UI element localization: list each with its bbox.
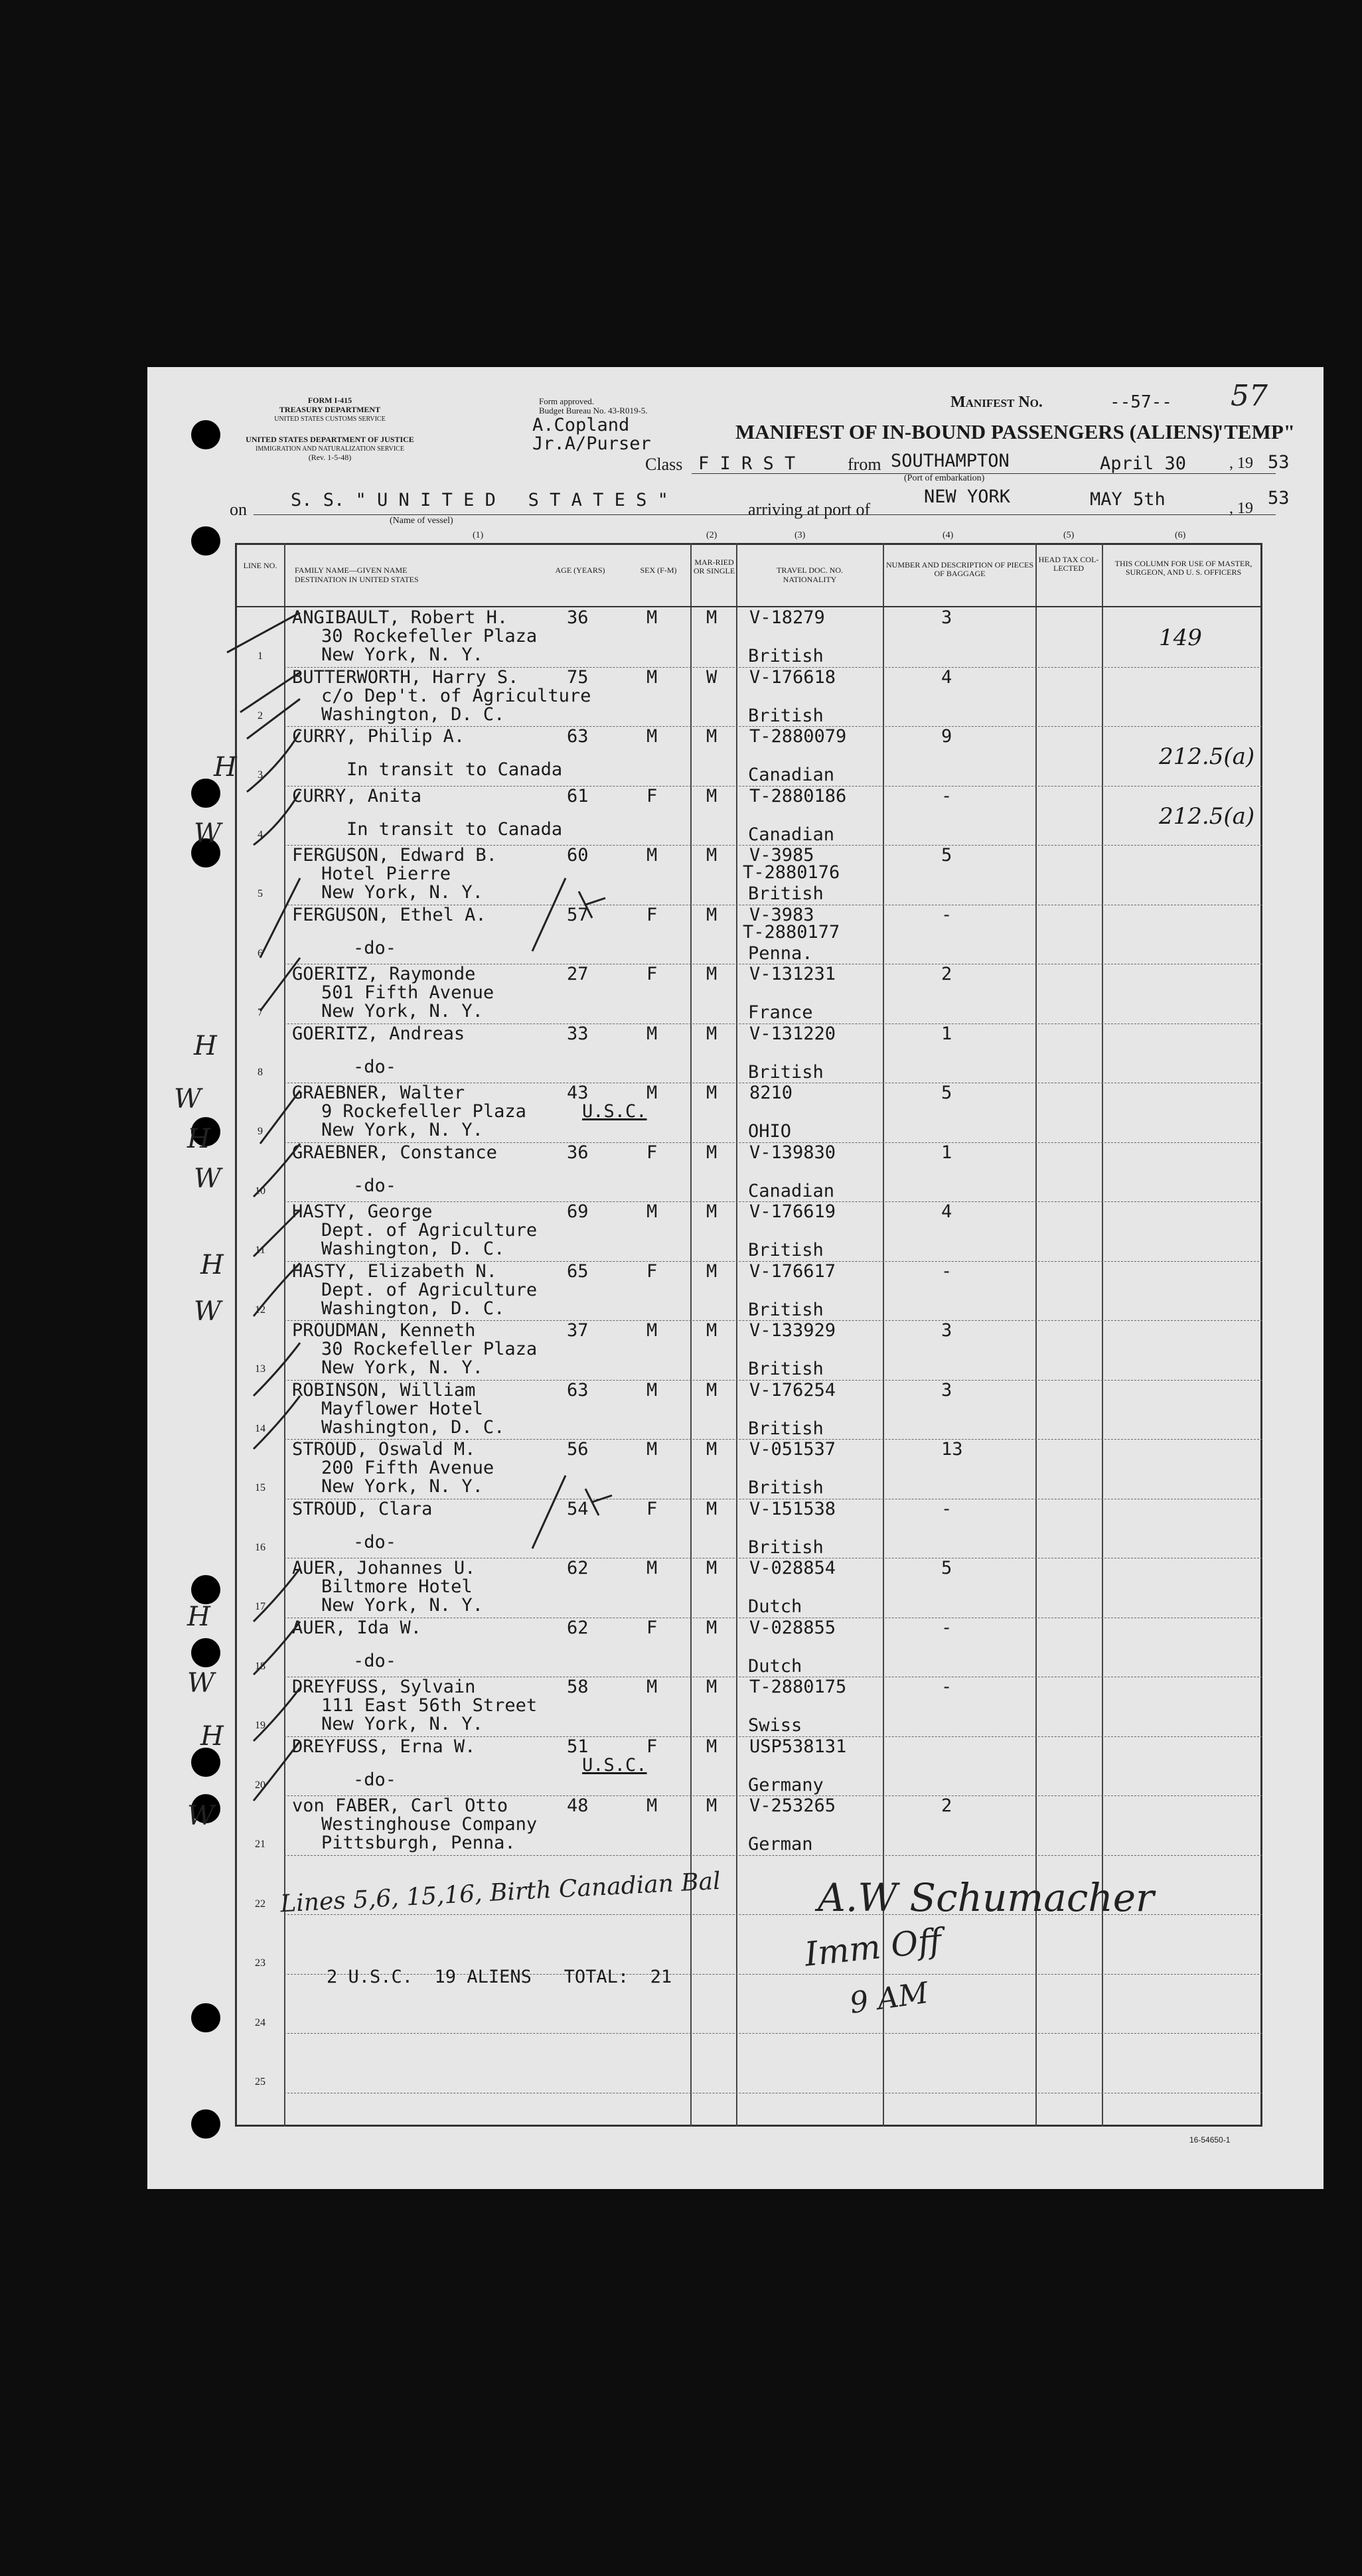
col-header-line: LINE NO.	[243, 561, 277, 570]
passenger-name: GRAEBNER, Constance	[292, 1142, 497, 1163]
arriving-label: arriving at port of	[748, 500, 871, 519]
passenger-name: GOERITZ, Raymonde	[292, 964, 476, 984]
nationality: British	[748, 1240, 824, 1260]
marital-status: M	[706, 1617, 718, 1638]
nationality: Swiss	[748, 1715, 802, 1736]
marital-status: M	[706, 1439, 718, 1460]
sex: M	[646, 726, 658, 747]
baggage: -	[941, 1617, 952, 1638]
col-num-3: (3)	[794, 530, 806, 540]
row-rule	[284, 2033, 1262, 2034]
col-num-1: (1)	[473, 530, 484, 540]
passenger-name: ROBINSON, William	[292, 1379, 476, 1401]
from-port: SOUTHAMPTON	[891, 451, 1010, 471]
line-number: 2	[258, 710, 263, 721]
marital-status: M	[706, 1260, 718, 1282]
from-date: April 30	[1100, 453, 1187, 474]
margin-mark: W	[194, 1296, 222, 1327]
line-number: 18	[255, 1660, 265, 1672]
travel-doc-alt: T-2880177	[743, 921, 840, 943]
baggage: -	[941, 1498, 952, 1519]
nationality: British	[748, 1537, 824, 1558]
margin-mark: W	[174, 1084, 202, 1114]
year-value: 53	[1268, 452, 1290, 473]
age: 62	[567, 1617, 589, 1638]
passenger-name: PROUDMAN, Kenneth	[292, 1320, 476, 1341]
class-underline	[692, 473, 1276, 474]
line-number: 4	[258, 828, 263, 840]
destination-line: New York, N. Y.	[321, 1476, 483, 1497]
travel-doc: V-028855	[749, 1617, 836, 1638]
margin-mark: H	[194, 1031, 217, 1061]
totals-line: 2 U.S.C. 19 ALIENS TOTAL: 21	[327, 1967, 672, 1987]
sex: M	[646, 666, 658, 688]
line-number: 23	[255, 1957, 265, 1969]
destination-line: Washington, D. C.	[321, 1239, 505, 1259]
marital-status: M	[706, 845, 718, 866]
travel-doc: V-028854	[749, 1558, 836, 1578]
age: 60	[567, 845, 589, 866]
form-approved: Form approved.	[539, 396, 595, 406]
nationality: British	[748, 1061, 824, 1083]
marital-status: M	[706, 607, 718, 628]
baggage: 4	[941, 1201, 952, 1222]
page-title: MANIFEST OF IN-BOUND PASSENGERS (ALIENS)	[735, 420, 1220, 443]
destination-line: Pittsburgh, Penna.	[321, 1833, 516, 1853]
age: 63	[567, 1379, 589, 1401]
marital-status: M	[706, 904, 718, 925]
officer-note: 212.5(a)	[1159, 802, 1255, 830]
destination-line: 30 Rockefeller Plaza	[321, 626, 538, 646]
nationality: British	[748, 1299, 824, 1320]
destination-line: New York, N. Y.	[321, 1714, 483, 1734]
destination-line: New York, N. Y.	[321, 1595, 483, 1616]
destination-line: -do-	[353, 1650, 397, 1671]
travel-doc: V-139830	[749, 1142, 836, 1163]
baggage: 13	[941, 1439, 963, 1460]
passenger-name: AUER, Johannes U.	[292, 1558, 476, 1578]
age: 48	[567, 1795, 589, 1816]
col-header-sex: SEX (F-M)	[640, 566, 677, 575]
sex: F	[646, 1498, 658, 1519]
sex: M	[646, 1023, 658, 1044]
signer-title: Jr.A/Purser	[532, 433, 651, 454]
sex: M	[646, 1083, 658, 1103]
travel-doc-alt: T-2880176	[743, 862, 840, 883]
nationality: British	[748, 1418, 824, 1439]
destination-line: Mayflower Hotel	[321, 1398, 483, 1419]
nationality: OHIO	[748, 1121, 792, 1142]
temp-label: "TEMP"	[1213, 420, 1295, 443]
col-num-4: (4)	[943, 530, 954, 540]
col-header-name: FAMILY NAME—GIVEN NAME	[295, 566, 408, 575]
destination-line: In transit to Canada	[346, 759, 563, 780]
passenger-name: FERGUSON, Ethel A.	[292, 904, 487, 925]
manifest-page	[147, 367, 1324, 2189]
marital-status: M	[706, 1379, 718, 1401]
line-number: 12	[255, 1304, 265, 1316]
nationality: German	[748, 1834, 813, 1855]
line-number: 21	[255, 1839, 265, 1850]
col-header-officers: THIS COLUMN FOR USE OF MASTER, SURGEON, AND U. S. OFFICERS	[1114, 559, 1252, 577]
age: 65	[567, 1260, 589, 1282]
destination-line: Dept. of Agriculture	[321, 1279, 538, 1300]
arrival-year: 53	[1268, 488, 1290, 508]
passenger-name: HASTY, George	[292, 1201, 433, 1222]
destination-line: -do-	[353, 1531, 397, 1553]
passenger-name: BUTTERWORTH, Harry S.	[292, 666, 519, 688]
sex: M	[646, 1320, 658, 1341]
footer-code: 16-54650-1	[1189, 2135, 1231, 2145]
line-number: 5	[258, 888, 263, 899]
line-number: 15	[255, 1482, 265, 1493]
marital-status: M	[706, 1201, 718, 1222]
col-header-doc: TRAVEL DOC. NO.	[776, 566, 843, 575]
baggage: 1	[941, 1142, 952, 1163]
nationality: Penna.	[748, 943, 813, 964]
sex: M	[646, 1201, 658, 1222]
marital-status: M	[706, 1142, 718, 1163]
baggage: 3	[941, 607, 952, 628]
destination-line: New York, N. Y.	[321, 1001, 483, 1022]
nationality: British	[748, 1359, 824, 1379]
justice-dept: UNITED STATES DEPARTMENT OF JUSTICE	[246, 435, 414, 444]
destination-line: Dept. of Agriculture	[321, 1220, 538, 1241]
col-header-age: AGE (YEARS)	[555, 566, 605, 575]
handwritten-lines-note: Lines 5,6, 15,16, Birth Canadian Bal	[279, 1867, 721, 1918]
baggage: 3	[941, 1379, 952, 1401]
destination-line: In transit to Canada	[346, 818, 563, 840]
nationality: France	[748, 1002, 813, 1023]
col-header-headtax: HEAD TAX COL-LECTED	[1038, 555, 1099, 573]
age: 56	[567, 1439, 589, 1460]
baggage: 5	[941, 845, 952, 866]
travel-doc: V-176254	[749, 1379, 836, 1401]
destination-line: New York, N. Y.	[321, 882, 483, 903]
punch-hole	[191, 2003, 220, 2032]
baggage: 3	[941, 1320, 952, 1341]
passenger-name: AUER, Ida W.	[292, 1617, 422, 1638]
destination-line: Washington, D. C.	[321, 704, 505, 725]
passenger-name: ANGIBAULT, Robert H.	[292, 607, 508, 628]
passenger-name: GOERITZ, Andreas	[292, 1023, 465, 1044]
col-num-2: (2)	[706, 530, 718, 540]
passenger-name: STROUD, Oswald M.	[292, 1439, 476, 1460]
sex: M	[646, 1439, 658, 1460]
line-number: 7	[258, 1007, 263, 1018]
destination-line: New York, N. Y.	[321, 1120, 483, 1140]
marital-status: M	[706, 964, 718, 984]
travel-doc: USP538131	[749, 1736, 847, 1757]
year-prefix: , 19	[1229, 455, 1253, 472]
nationality: British	[748, 705, 824, 726]
vessel-underline	[254, 514, 1276, 515]
destination-line: 111 East 56th Street	[321, 1695, 538, 1716]
margin-mark: H	[214, 752, 237, 783]
line-number: 10	[255, 1185, 265, 1197]
age: 57	[567, 904, 589, 925]
line-number: 11	[255, 1245, 265, 1256]
sex: M	[646, 607, 658, 628]
vessel-label: (Name of vessel)	[390, 516, 453, 526]
col-header-married: MAR-RIED OR SINGLE	[693, 558, 735, 575]
officer-note: 149	[1159, 625, 1202, 651]
col-header-baggage: NUMBER AND DESCRIPTION OF PIECES OF BAGGAGE	[885, 560, 1034, 578]
age: 27	[567, 964, 589, 984]
age: 62	[567, 1558, 589, 1578]
marital-status: M	[706, 1498, 718, 1519]
line-number: 24	[255, 2016, 265, 2028]
baggage: 9	[941, 726, 952, 747]
usc-mark: U.S.C.	[582, 1754, 647, 1776]
marital-status: M	[706, 726, 718, 747]
nationality: British	[748, 883, 824, 904]
baggage: 4	[941, 666, 952, 688]
sex: F	[646, 964, 658, 984]
nationality: Canadian	[748, 824, 835, 845]
margin-bracket-strokes	[214, 613, 366, 1874]
destination-line: 501 Fifth Avenue	[321, 982, 494, 1003]
manifest-number-handwritten: 57	[1231, 379, 1268, 413]
marital-status: M	[706, 1795, 718, 1816]
col-header-nationality: NATIONALITY	[783, 575, 837, 584]
passenger-name: CURRY, Philip A.	[292, 726, 465, 747]
age: 54	[567, 1498, 589, 1519]
passenger-name: GRAEBNER, Walter	[292, 1083, 465, 1103]
destination-line: Hotel Pierre	[321, 864, 451, 884]
destination-line: 30 Rockefeller Plaza	[321, 1339, 538, 1359]
sex: F	[646, 1736, 658, 1757]
margin-mark: W	[187, 1801, 215, 1831]
treasury-dept: TREASURY DEPARTMENT	[279, 405, 381, 414]
handwritten-time: 9 AM	[848, 1975, 931, 2021]
nationality: Canadian	[748, 765, 835, 785]
form-number: FORM I-415	[307, 396, 352, 405]
handwritten-signature: A.W Schumacher	[818, 1875, 1154, 1920]
nationality: Canadian	[748, 1180, 835, 1201]
destination-line: Westinghouse Company	[321, 1814, 538, 1835]
destination-line: 9 Rockefeller Plaza	[321, 1101, 526, 1122]
margin-mark: H	[187, 1602, 210, 1632]
line-number: 13	[255, 1363, 265, 1375]
class-value: F I R S T	[698, 453, 796, 474]
nationality: Dutch	[748, 1596, 802, 1617]
line-number: 1	[258, 650, 263, 662]
age: 37	[567, 1320, 589, 1341]
passenger-name: STROUD, Clara	[292, 1498, 433, 1519]
baggage: -	[941, 785, 952, 806]
travel-doc: T-2880186	[749, 785, 847, 806]
passenger-name: CURRY, Anita	[292, 785, 422, 806]
line-number: 3	[258, 769, 263, 781]
age: 61	[567, 785, 589, 806]
destination-line: -do-	[353, 1175, 397, 1196]
baggage: 5	[941, 1083, 952, 1103]
sex: M	[646, 845, 658, 866]
destination-line: New York, N. Y.	[321, 644, 483, 665]
passenger-name: DREYFUSS, Erna W.	[292, 1736, 476, 1757]
passenger-name: HASTY, Elizabeth N.	[292, 1260, 497, 1282]
usc-mark: U.S.C.	[582, 1101, 647, 1122]
baggage: 2	[941, 964, 952, 984]
age: 58	[567, 1677, 589, 1697]
col-divider	[736, 543, 737, 2127]
line-number: 20	[255, 1779, 265, 1791]
nationality: Dutch	[748, 1655, 802, 1677]
nationality: British	[748, 1477, 824, 1498]
age: 63	[567, 726, 589, 747]
travel-doc: V-3983	[749, 904, 814, 925]
travel-doc: V-253265	[749, 1795, 836, 1816]
destination-line: c/o Dep't. of Agriculture	[321, 685, 591, 706]
line-number: 17	[255, 1601, 265, 1612]
margin-mark: W	[194, 1164, 222, 1194]
line-number: 9	[258, 1126, 263, 1137]
handwritten-inspector: Imm Off	[802, 1921, 944, 1974]
punch-hole	[191, 526, 220, 556]
travel-doc: V-176617	[749, 1260, 836, 1282]
baggage: -	[941, 1677, 952, 1697]
baggage: 5	[941, 1558, 952, 1578]
travel-doc: V-131231	[749, 964, 836, 984]
revision: (Rev. 1-5-48)	[308, 453, 352, 462]
line-number: 25	[255, 2076, 265, 2087]
budget-bureau: Budget Bureau No. 43-R019-5.	[539, 406, 648, 416]
age: 36	[567, 607, 589, 628]
arrival-year-prefix: , 19	[1229, 500, 1253, 517]
vessel-name: S. S. " U N I T E D S T A T E S "	[291, 490, 668, 510]
baggage: 2	[941, 1795, 952, 1816]
marital-status: M	[706, 1023, 718, 1044]
travel-doc: V-151538	[749, 1498, 836, 1519]
line-number: 16	[255, 1541, 265, 1553]
travel-doc: V-176619	[749, 1201, 836, 1222]
passenger-name: von FABER, Carl Otto	[292, 1795, 508, 1816]
from-label: from	[848, 455, 881, 474]
passenger-name: DREYFUSS, Sylvain	[292, 1677, 476, 1697]
line-number: 14	[255, 1422, 265, 1434]
passenger-name: FERGUSON, Edward B.	[292, 845, 497, 866]
margin-mark: H	[200, 1721, 224, 1752]
row-rule	[284, 1855, 1262, 1856]
margin-mark: H	[187, 1124, 210, 1154]
punch-hole	[191, 2109, 220, 2139]
age: 75	[567, 666, 589, 688]
sex: F	[646, 1142, 658, 1163]
marital-status: M	[706, 785, 718, 806]
destination-line: -do-	[353, 1056, 397, 1077]
marital-status: M	[706, 1320, 718, 1341]
arrival-date: MAY 5th	[1090, 489, 1166, 510]
punch-hole	[191, 420, 220, 449]
line-number: 22	[255, 1898, 265, 1910]
line-number: 8	[258, 1066, 263, 1078]
travel-doc: T-2880079	[749, 726, 847, 747]
immigration-service: IMMIGRATION AND NATURALIZATION SERVICE	[256, 445, 404, 453]
destination-line: 200 Fifth Avenue	[321, 1458, 494, 1478]
baggage: -	[941, 904, 952, 925]
age: 36	[567, 1142, 589, 1163]
marital-status: W	[706, 666, 718, 688]
travel-doc: 8210	[749, 1083, 793, 1103]
margin-mark: W	[194, 818, 222, 849]
age: 43	[567, 1083, 589, 1103]
destination-line: New York, N. Y.	[321, 1357, 483, 1378]
travel-doc: V-131220	[749, 1023, 836, 1044]
travel-doc: V-051537	[749, 1439, 836, 1460]
travel-doc: V-3985	[749, 845, 814, 866]
age-strike-marks	[526, 1469, 632, 1555]
destination-line: Biltmore Hotel	[321, 1576, 473, 1597]
travel-doc: V-18279	[749, 607, 825, 628]
line-number: 19	[255, 1720, 265, 1731]
age-strike-marks	[519, 871, 625, 958]
col-num-6: (6)	[1175, 530, 1186, 540]
line-number: 6	[258, 947, 263, 959]
customs-service: UNITED STATES CUSTOMS SERVICE	[274, 416, 386, 423]
sex: F	[646, 1617, 658, 1638]
officer-note: 212.5(a)	[1159, 743, 1255, 770]
sex: F	[646, 785, 658, 806]
sex: M	[646, 1379, 658, 1401]
destination-line: -do-	[353, 1769, 397, 1790]
class-label: Class	[645, 455, 683, 474]
travel-doc: T-2880175	[749, 1677, 847, 1697]
baggage: -	[941, 1260, 952, 1282]
marital-status: M	[706, 1736, 718, 1757]
col-num-5: (5)	[1063, 530, 1075, 540]
travel-doc: V-133929	[749, 1320, 836, 1341]
age: 69	[567, 1201, 589, 1222]
margin-mark: H	[200, 1250, 224, 1280]
sex: F	[646, 904, 658, 925]
col-header-destination: DESTINATION IN UNITED STATES	[295, 575, 419, 584]
on-label: on	[230, 500, 247, 519]
marital-status: M	[706, 1677, 718, 1697]
sex: M	[646, 1558, 658, 1578]
nationality: Germany	[748, 1774, 824, 1795]
manifest-label: Manifest No.	[950, 394, 1043, 411]
destination-line: -do-	[353, 937, 397, 958]
destination-line: Washington, D. C.	[321, 1416, 505, 1438]
destination-line: Washington, D. C.	[321, 1298, 505, 1319]
travel-doc: V-176618	[749, 666, 836, 688]
marital-status: M	[706, 1558, 718, 1578]
signer-name: A.Copland	[532, 415, 630, 435]
sex: M	[646, 1677, 658, 1697]
nationality: British	[748, 646, 824, 666]
sex: M	[646, 1795, 658, 1816]
manifest-number: --57--	[1110, 392, 1172, 412]
sex: F	[646, 1260, 658, 1282]
age: 51	[567, 1736, 589, 1757]
arrival-port: NEW YORK	[924, 487, 1011, 507]
age: 33	[567, 1023, 589, 1044]
port-embark-label: (Port of embarkation)	[904, 473, 985, 483]
marital-status: M	[706, 1083, 718, 1103]
baggage: 1	[941, 1023, 952, 1044]
margin-mark: W	[187, 1668, 215, 1699]
